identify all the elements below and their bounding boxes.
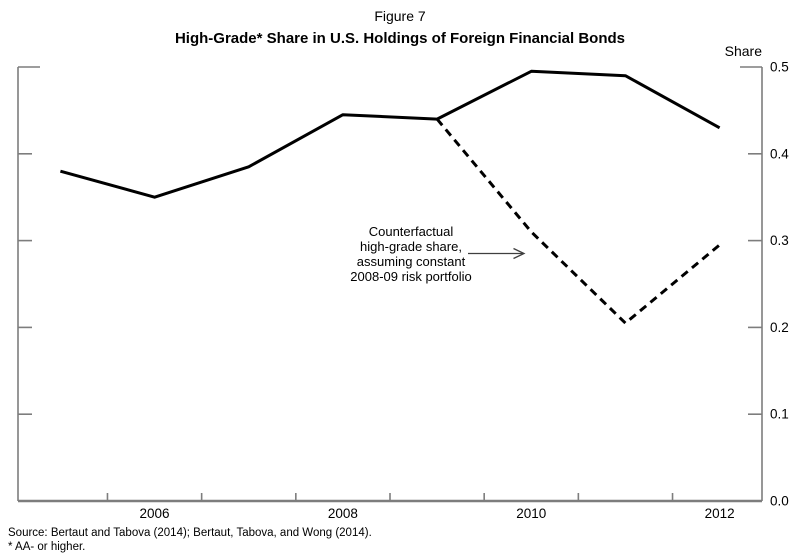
y-tick-label: 0.5	[770, 59, 789, 75]
chart-title: High-Grade* Share in U.S. Holdings of Foreign Financial Bonds	[174, 30, 626, 47]
x-tick-label: 2012	[704, 506, 735, 521]
annotation-line: Counterfactual	[368, 224, 454, 239]
figure-number-label: Figure 7	[374, 8, 426, 24]
x-tick-label: 2006	[139, 506, 170, 521]
annotation-line: high-grade share,	[360, 239, 462, 254]
counterfactual-annotation	[325, 224, 497, 284]
annotation-line: 2008-09 risk portfolio	[350, 269, 472, 284]
source-note: Source: Bertaut and Tabova (2014); Bertaut, Tabova, and Wong (2014).	[8, 527, 372, 539]
footer	[8, 527, 372, 554]
y-tick-label: 0.0	[770, 493, 789, 509]
y-tick-label: 0.2	[770, 319, 789, 335]
y-tick-label: 0.3	[770, 233, 789, 249]
x-tick-label: 2010	[516, 506, 547, 521]
series-line-dashed	[437, 119, 719, 323]
x-tick-label: 2008	[327, 506, 358, 521]
annotation-line: assuming constant	[356, 254, 466, 269]
y-tick-label: 0.1	[770, 406, 789, 422]
y-axis-unit-label: Share	[724, 43, 762, 59]
series-line-solid	[60, 71, 719, 197]
footnote: * AA- or higher.	[8, 540, 86, 553]
y-tick-label: 0.4	[770, 146, 789, 162]
